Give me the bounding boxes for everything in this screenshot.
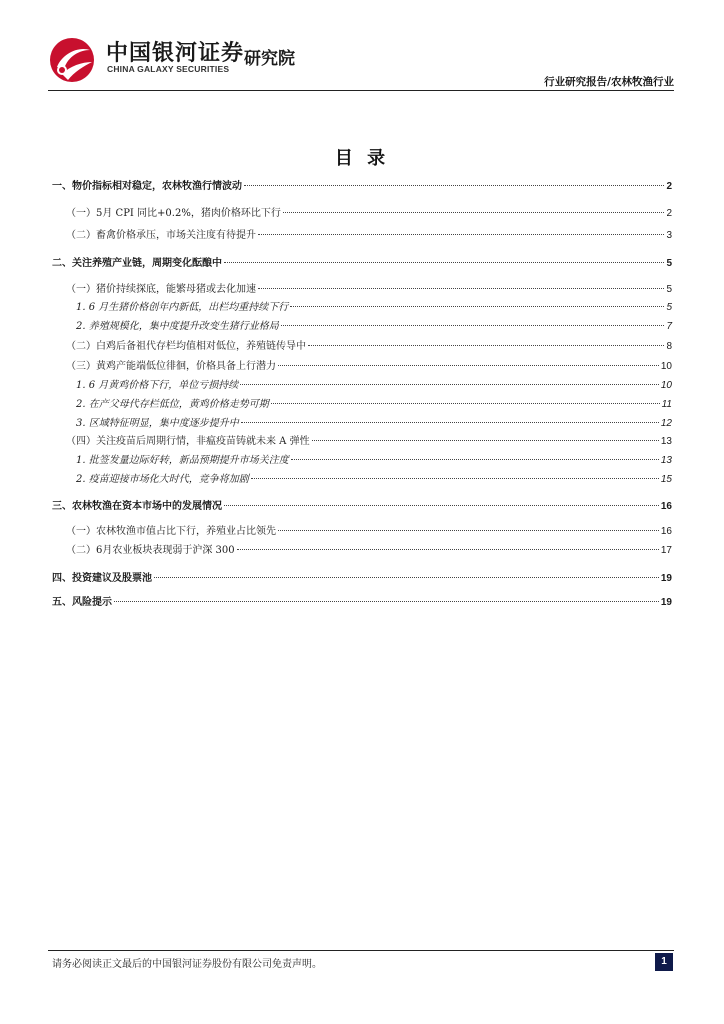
toc-entry[interactable] [52,544,672,558]
toc-leader-dots [283,212,665,213]
brand-name-cn: 中国银河证券 [106,41,245,66]
toc-entry-label: （一）农林牧渔市值占比下行，养殖业占比领先 [66,526,276,537]
toc-leader-dots [312,440,659,441]
toc-leader-dots [241,422,659,423]
toc-entry[interactable] [52,398,672,412]
toc-entry-page: 16 [660,501,672,512]
toc-entry-page: 3 [666,230,672,241]
toc-entry-label: （一）5月 CPI 同比+0.2%，猪肉价格环比下行 [66,208,281,219]
toc-entry-page: 7 [666,321,672,332]
toc-entry-label: 四、投资建议及股票池 [52,573,152,584]
toc-entry[interactable] [52,525,672,539]
toc-entry-page: 10 [660,380,672,391]
toc-entry-page: 11 [661,399,672,410]
toc-entry-page: 19 [660,573,672,584]
toc-entry[interactable] [52,257,672,271]
toc-entry[interactable] [52,340,672,354]
toc-entry-label: 三、农林牧渔在资本市场中的发展情况 [52,501,222,512]
toc-leader-dots [237,549,659,550]
toc-entry-page: 17 [660,545,672,556]
toc-entry[interactable] [52,454,672,468]
toc-entry[interactable] [52,229,672,243]
toc-leader-dots [154,577,659,578]
toc-leader-dots [244,185,664,186]
toc-entry-label: 3. 区域特征明显，集中度逐步提升中 [76,418,239,429]
footer-divider [48,950,674,951]
toc-entry[interactable] [52,417,672,431]
toc-entry[interactable] [52,572,672,586]
toc-entry-page: 15 [660,474,672,485]
toc-entry[interactable] [52,500,672,514]
toc-entry[interactable] [52,435,672,449]
toc-leader-dots [251,478,659,479]
toc-entry-label: 2. 在产父母代存栏低位，黄鸡价格走势可期 [76,399,269,410]
toc-entry-page: 13 [660,436,672,447]
toc-entry-page: 5 [666,258,672,269]
toc-entry[interactable] [52,207,672,221]
toc-leader-dots [291,459,659,460]
footer-disclaimer: 请务必阅读正文最后的中国银河证券股份有限公司免责声明。 [52,959,322,970]
toc-entry-label: （二）白鸡后备祖代存栏均值相对低位，养殖链传导中 [66,341,306,352]
toc-entry-page: 5 [666,302,672,313]
toc-leader-dots [281,325,665,326]
toc-entry[interactable] [52,180,672,194]
toc-leader-dots [240,384,659,385]
toc-entry-page: 10 [660,361,672,372]
toc-entry-label: 一、物价指标相对稳定，农林牧渔行情波动 [52,181,242,192]
toc-leader-dots [271,403,660,404]
toc-entry-page: 12 [660,418,672,429]
report-type: 行业研究报告/农林牧渔行业 [544,76,674,88]
toc-entry[interactable] [52,320,672,334]
toc-entry-label: 1. 6 月黄鸡价格下行，单位亏损持续 [76,380,239,391]
toc-entry-label: 五、风险提示 [52,597,112,608]
toc-leader-dots [308,345,664,346]
toc-entry[interactable] [52,379,672,393]
galaxy-logo-icon [48,36,96,84]
toc-entry-label: （三）黄鸡产能端低位徘徊，价格具备上行潜力 [66,361,276,372]
toc-leader-dots [278,530,659,531]
toc-entry-label: 二、关注养殖产业链，周期变化酝酿中 [52,258,222,269]
report-header [48,30,674,90]
toc-entry[interactable] [52,360,672,374]
toc-entry-page: 13 [660,455,672,466]
toc-leader-dots [278,365,659,366]
toc-leader-dots [258,288,664,289]
page-number: 1 [655,953,673,971]
toc-entry-page: 5 [666,284,672,295]
toc-entry[interactable] [52,301,672,315]
toc-leader-dots [114,601,659,602]
toc-entry-label: 2. 养殖规模化，集中度提升改变生猪行业格局 [76,321,279,332]
institute-label: 研究院 [244,49,295,69]
toc-leader-dots [258,234,664,235]
header-divider [48,90,674,91]
toc-leader-dots [224,262,664,263]
toc-entry[interactable] [52,283,672,297]
toc-entry-page: 2 [666,208,672,219]
toc-entry-label: （二）6月农业板块表现弱于沪深 300 [66,545,235,556]
toc-entry[interactable] [52,473,672,487]
toc-leader-dots [224,505,659,506]
toc-entry-label: （一）猪价持续探底，能繁母猪或去化加速 [66,284,256,295]
toc-entry-label: 1. 6 月生猪价格创年内新低，出栏均重持续下行 [76,302,289,313]
toc-entry-page: 8 [666,341,672,352]
toc-entry-label: 1. 批签发量边际好转，新品预期提升市场关注度 [76,455,289,466]
toc-entry-page: 16 [660,526,672,537]
toc-entry-page: 19 [660,597,672,608]
toc-entry-label: 2. 疫苗迎接市场化大时代，竞争将加剧 [76,474,249,485]
toc-entry-page: 2 [666,181,672,192]
toc-entry-label: （四）关注疫苗后周期行情，非瘟疫苗铸就未来 A 弹性 [66,436,310,447]
toc-title: 目 录 [334,148,390,169]
toc-entry[interactable] [52,596,672,610]
brand-name-en: CHINA GALAXY SECURITIES [107,64,230,74]
toc-entry-label: （二）畜禽价格承压，市场关注度有待提升 [66,230,256,241]
toc-leader-dots [290,306,664,307]
